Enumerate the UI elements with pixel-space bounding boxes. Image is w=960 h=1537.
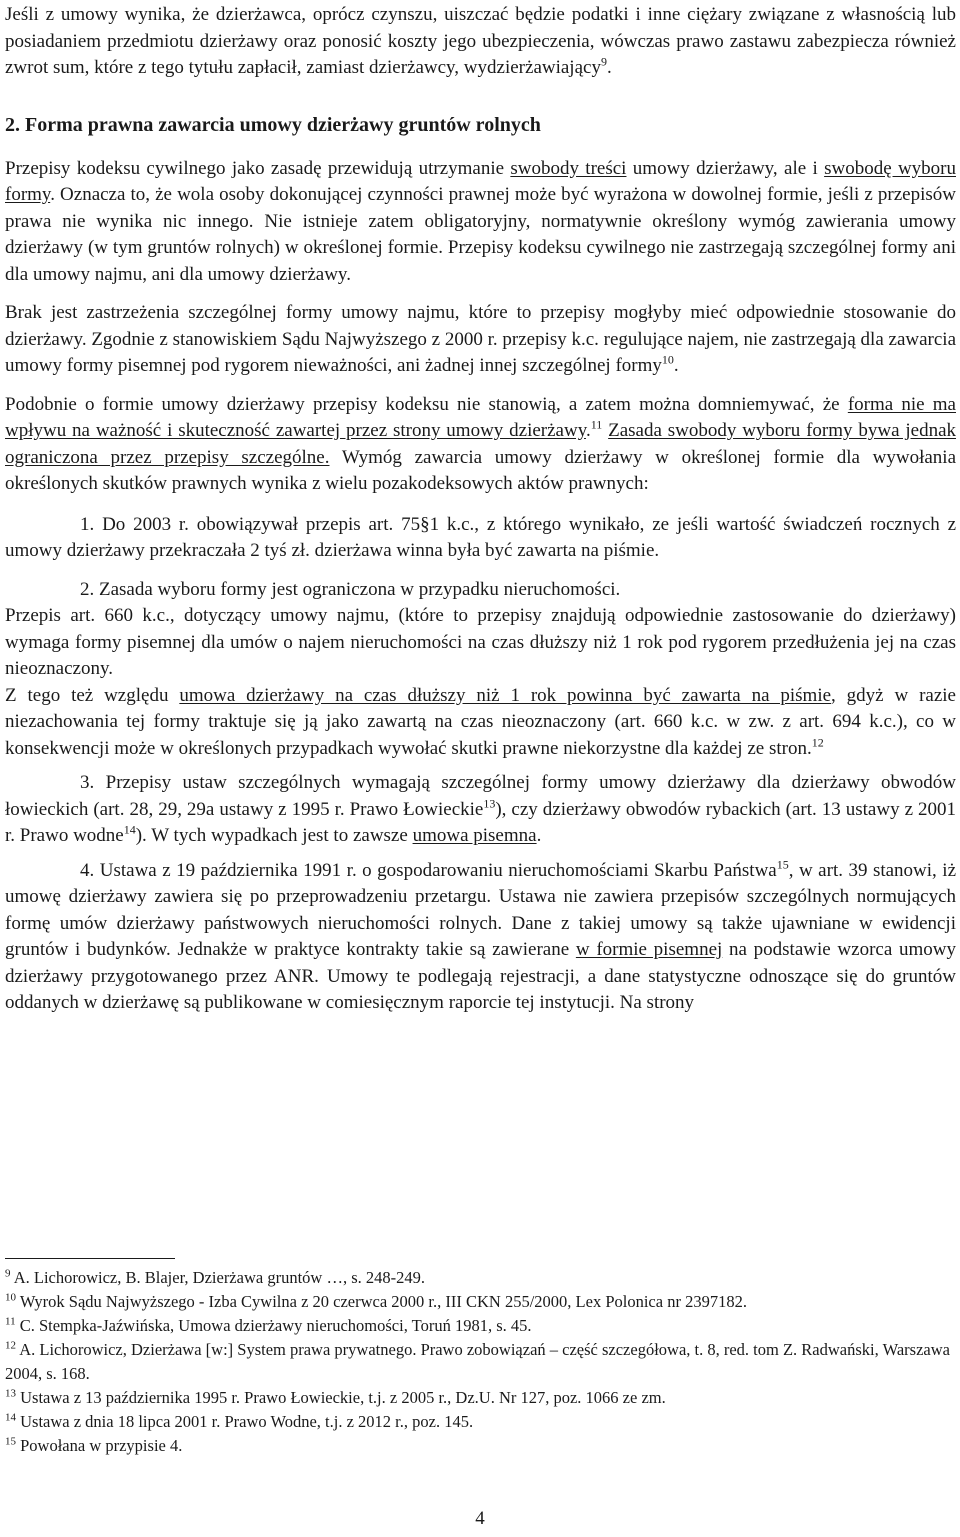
footnote-ref-14: 14 bbox=[123, 822, 136, 837]
paragraph-form-validity: Podobnie o formie umowy dzierżawy przepisy kodeksu nie stanowią, a zatem można domniemywać, że forma nie ma wpływu na ważność i skuteczność zawartej przez strony umowy dzierżawy.$^{11}$ Zasada swobody wyboru formy bywa jednak ograniczona przez przepisy szczególne. Wymóg zawarcia umowy dzierżawy w określonej formie dla wywołania określonych skutków prawnych wynika z wielu pozakodeksowych aktów prawnych: bbox=[5, 393, 957, 494]
footnote-ref-13: 13 bbox=[483, 796, 496, 811]
paragraph-supreme-court: Brak jest zastrzeżenia szczególnej formy umowy najmu, które to przepisy mogłyby mieć odpowiednie stosowanie do dzierżawy. Zgodnie z stanowiskiem Sądu Najwyższego z 2000 r. przepisy k.c. regulujące najem, nie zastrzegają dla zawarcia umowy formy pisemnej pod rygorem nieważności, ani żadnej innej szczególnej formy$^{10}$. bbox=[5, 302, 957, 376]
footnote: $^{12}$ A. Lichorowicz, Dzierżawa [w:] System prawa prywatnego. Prawo zobowiązań – część szczegółowa, t. 8, red. tom Z. Radwański, Warszawa 2004, s. 168. bbox=[5, 1339, 950, 1383]
footnote-ref-10: 10 bbox=[661, 352, 674, 367]
footnote-ref-12: 12 bbox=[811, 735, 824, 750]
footnote: $^{10}$ Wyrok Sądu Najwyższego - Izba Cywilna z 20 czerwca 2000 r., III CKN 255/2000, Lex Polonica nr 2397182. bbox=[5, 1291, 747, 1311]
section-heading: 2. Forma prawna zawarcia umowy dzierżawy gruntów rolnych bbox=[5, 113, 541, 136]
footnote: $^{11}$ C. Stempka-Jaźwińska, Umowa dzierżawy nieruchomości, Toruń 1981, s. 45. bbox=[5, 1315, 532, 1335]
paragraph-freedom-of-form: Przepisy kodeksu cywilnego jako zasadę przewidują utrzymanie swobody treści umowy dzierżawy, ale i swobodę wyboru formy. Oznacza to, że wola osoby dokonującej czynności prawnej może być wyrażona w dowolnej formie, jeśli z przepisów prawa nie wynika nic innego. Nie istnieje zatem obligatoryjny, normatywnie określony wymóg zawierania umowy dzierżawy (w tym gruntów rolnych) w określonej formie. Przepisy kodeksu cywilnego nie zastrzegają szczególnej formy ani dla umowy najmu, ani dla umowy dzierżawy. bbox=[5, 157, 956, 285]
paragraph-art-660: Przepis art. 660 k.c., dotyczący umowy najmu, (które to przepisy znajdują odpowiednie zastosowanie do dzierżawy) wymaga formy pisemnej dla umów o najem nieruchomości na czas dłuższy niż 1 rok pod rygorem przedłużenia jej na czas nieoznaczony. bbox=[5, 605, 956, 679]
list-item-1: 1. Do 2003 r. obowiązywał przepis art. 75§1 k.c., z którego wynikało, ze jeśli wartość świadczeń rocznych z umowy dzierżawy przekraczała 2 tyś zł. dzierżawa winna była być zawarta na piśmie. bbox=[5, 513, 957, 561]
list-item-3: 3. Przepisy ustaw szczególnych wymagają szczególnej formy umowy dzierżawy dla dzierżawy obwodów łowieckich (art. 28, 29, 29a ustawy z 1995 r. Prawo Łowieckie$^{13}$), czy dzierżawy obwodów rybackich (art. 13 ustawy z 2001 r. Prawo wodne$^{14}$). W tych wypadkach jest to zawsze umowa pisemna. bbox=[5, 772, 956, 846]
footnotes bbox=[5, 1266, 956, 1458]
list-item-4: 4. Ustawa z 19 października 1991 r. o gospodarowaniu nieruchomościami Skarbu Państwa$^{15}$, w art. 39 stanowi, iż umowę dzierżawy zawiera się po przeprowadzeniu przetargu. Ustawa nie zawiera przepisów szczególnych normujących formę umów dzierżawy państwowych nieruchomości rolnych. Dane z takiej umowy są także ujawniane w ewidencji gruntów i budynków. Jednakże w praktyce kontrakty takie są zawierane w formie pisemnej na podstawie wzorca umowy dzierżawy przygotowanego przez ANR. Umowy te podlegają rejestracji, a dane statystyczne odnoszące się do gruntów oddanych w dzierżawę są publikowane w comiesięcznym raporcie tej instytucji. Na strony bbox=[5, 857, 957, 1013]
footnote: $^9$ A. Lichorowicz, B. Blajer, Dzierżawa gruntów …, s. 248-249. bbox=[5, 1267, 425, 1287]
footnote-ref-15: 15 bbox=[776, 857, 789, 872]
footnote: $^{14}$ Ustawa z dnia 18 lipca 2001 r. Prawo Wodne, t.j. z 2012 r., poz. 145. bbox=[5, 1411, 474, 1431]
footnote: $^{13}$ Ustawa z 13 października 1995 r. Prawo Łowieckie, t.j. z 2005 r., Dz.U. Nr 127, poz. 1066 ze zm. bbox=[5, 1387, 666, 1407]
paragraph-written-form: Z tego też względu umowa dzierżawy na czas dłuższy niż 1 rok powinna być zawarta na piśmie, gdyż w razie niezachowania tej formy traktuje się ją jako zawartą na czas nieoznaczony (art. 660 k.c. w zw. z art. 694 k.c.), co w konsekwencji może w określonych przypadkach wywołać skutki prawne niekorzystne dla każdej ze stron.$^{12}$ bbox=[5, 684, 956, 759]
footnote: $^{15}$ Powołana w przypisie 4. bbox=[5, 1435, 183, 1455]
paragraph-pledge: Jeśli z umowy wynika, że dzierżawca, oprócz czynszu, uiszczać będzie podatki i inne ciężary związane z własnością lub posiadaniem przedmiotu dzierżawy oraz ponosić koszty jego ubezpieczenia, wówczas prawo zastawu zabezpiecza również zwrot sum, które z tego tytułu zapłacił, zamiast dzierżawcy, wydzierżawiający$^9$. bbox=[5, 4, 956, 78]
footnote-separator bbox=[5, 1258, 175, 1259]
document-body bbox=[5, 2, 956, 1017]
footnote-ref-11: 11 bbox=[590, 417, 603, 432]
footnote-ref-9: 9 bbox=[600, 54, 607, 69]
page-number: 4 bbox=[475, 1508, 485, 1529]
list-item-2: 2. Zasada wyboru formy jest ograniczona w przypadku nieruchomości. bbox=[80, 578, 621, 600]
